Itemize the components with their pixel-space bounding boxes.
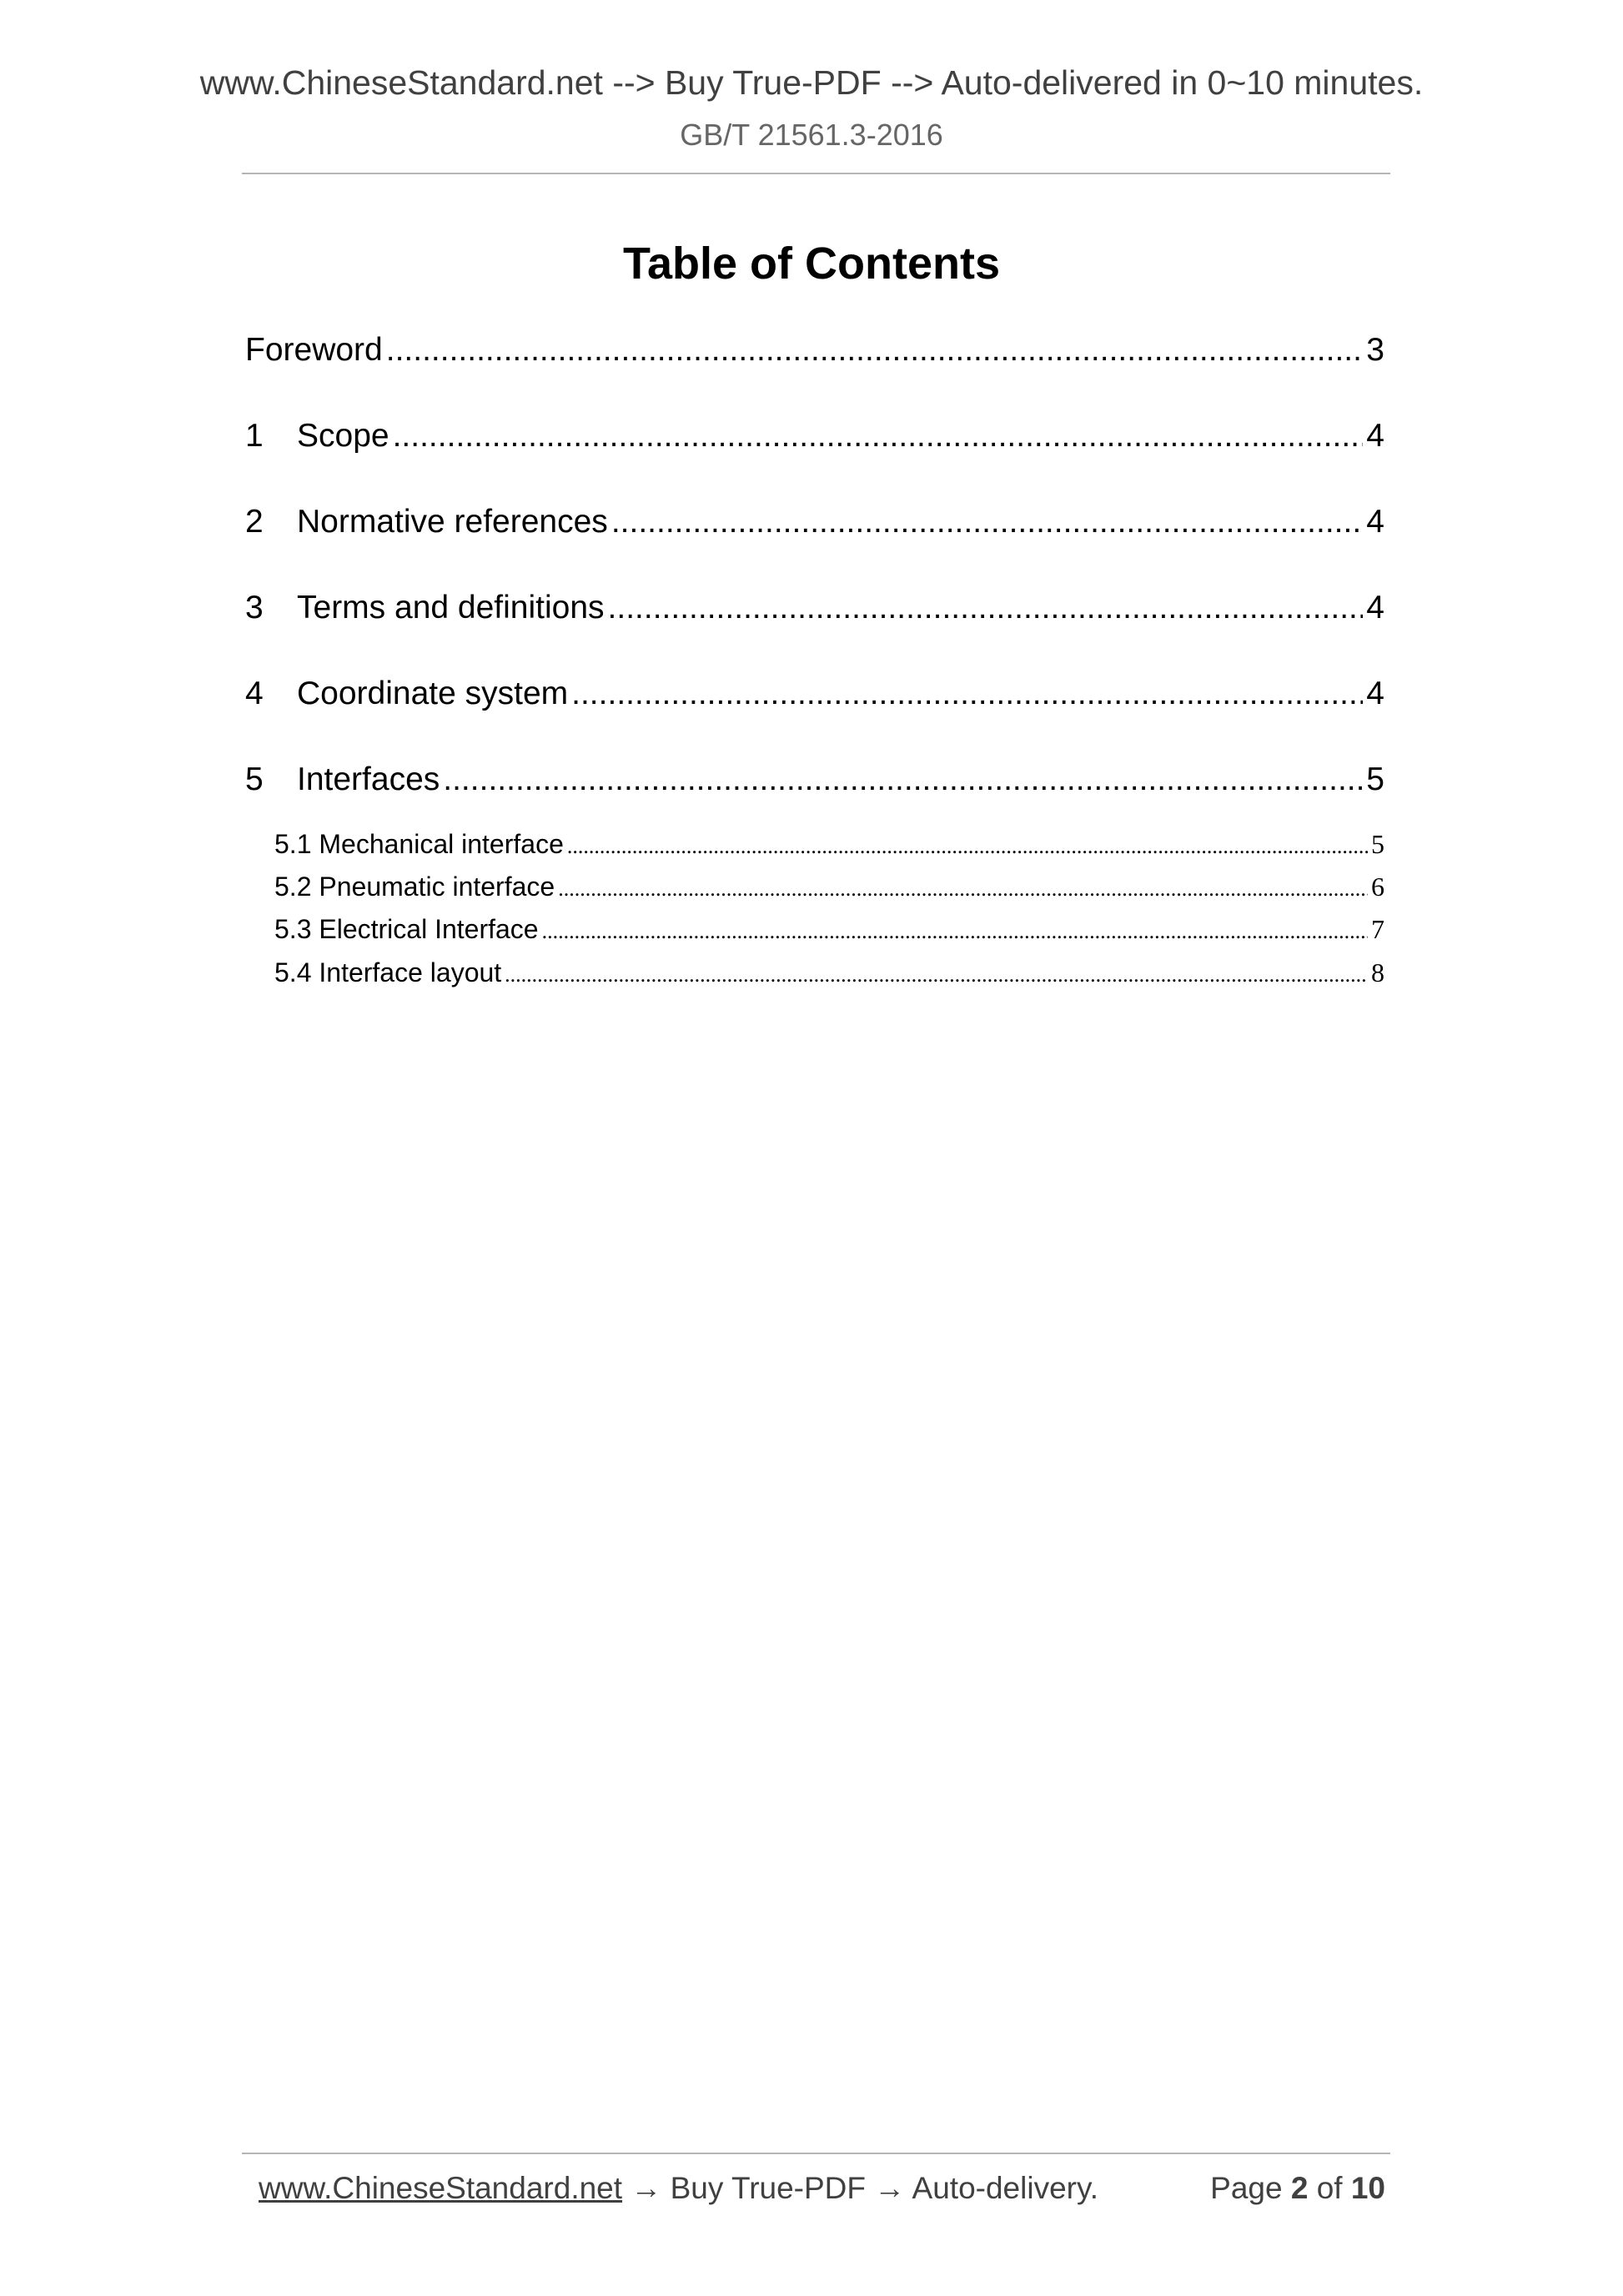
toc-subentry-label: 5.1 Mechanical interface	[274, 829, 564, 859]
arrow-right-icon: →	[631, 2171, 662, 2205]
toc-subentry-page: 6	[1371, 872, 1384, 902]
toc-entry-number: 4	[245, 676, 264, 711]
toc-entry-label: Coordinate system	[297, 676, 569, 711]
page-prefix: Page	[1210, 2171, 1283, 2205]
toc-entry-number: 1	[245, 418, 264, 454]
page-number	[1210, 2171, 1385, 2206]
toc-entry-label: Interfaces	[297, 761, 440, 797]
standard-code: GB/T 21561.3-2016	[680, 118, 943, 152]
toc-subentry-page: 5	[1371, 829, 1384, 859]
toc-dot-leader	[567, 829, 1368, 860]
toc-subentry-label: 5.3 Electrical Interface	[274, 914, 539, 944]
header-banner: www.ChineseStandard.net --> Buy True-PDF --> Auto-delivered in 0~10 minutes.	[199, 63, 1424, 102]
toc-entry-number: 3	[245, 590, 264, 625]
arrow-right-icon: →	[874, 2171, 906, 2205]
toc-entry-number: 5	[245, 761, 264, 797]
toc-dot-leader	[611, 504, 1363, 540]
toc-entry-label: Terms and definitions	[297, 590, 605, 625]
toc-subentry-pneumatic-interface[interactable]	[274, 872, 1384, 902]
toc-subentry-label: 5.4 Interface layout	[274, 957, 502, 987]
toc-entry-page: 4	[1366, 418, 1384, 454]
toc-entry-foreword[interactable]	[245, 332, 1384, 369]
page-current: 2	[1290, 2171, 1309, 2205]
toc-entry-coordinate-system[interactable]	[245, 676, 1384, 712]
footer-divider	[242, 2153, 1390, 2154]
toc-dot-leader	[542, 914, 1368, 945]
footer-site-link[interactable]: www.ChineseStandard.net	[259, 2171, 623, 2205]
footer-delivery-text: Auto-delivery.	[912, 2171, 1099, 2205]
toc-dot-leader	[386, 332, 1364, 369]
toc-entry-interfaces[interactable]	[245, 761, 1384, 798]
toc-entry-label: Normative references	[297, 504, 608, 540]
toc-subentry-label: 5.2 Pneumatic interface	[274, 872, 555, 902]
toc-entry-label: Scope	[297, 418, 389, 454]
toc-entry-page: 5	[1366, 761, 1384, 797]
page-total: 10	[1350, 2171, 1385, 2205]
header-divider	[242, 173, 1390, 174]
toc-subentry-page: 7	[1371, 914, 1384, 944]
toc-entry-number: 2	[245, 504, 264, 540]
toc-title: Table of Contents	[623, 239, 1000, 289]
toc-entry-terms-and-definitions[interactable]	[245, 590, 1384, 626]
footer-promo	[259, 2171, 1098, 2206]
toc-subentry-page: 8	[1371, 957, 1384, 987]
page-of: of	[1316, 2171, 1343, 2205]
footer-buy-text: Buy True-PDF	[670, 2171, 867, 2205]
toc-dot-leader	[393, 418, 1364, 455]
toc-entry-normative-references[interactable]	[245, 504, 1384, 540]
toc-subentry-electrical-interface[interactable]	[274, 914, 1384, 945]
toc-entry-page: 4	[1366, 504, 1384, 540]
toc-entry-page: 3	[1366, 332, 1384, 368]
toc-entry-page: 4	[1366, 676, 1384, 711]
toc-entry-scope[interactable]	[245, 418, 1384, 455]
toc-entry-page: 4	[1366, 590, 1384, 625]
toc-dot-leader	[505, 957, 1368, 988]
toc-entry-label: Foreword	[245, 332, 383, 368]
toc-subentry-interface-layout[interactable]	[274, 957, 1384, 988]
toc-dot-leader	[571, 676, 1363, 712]
toc-subentry-mechanical-interface[interactable]	[274, 829, 1384, 860]
toc-dot-leader	[558, 872, 1368, 902]
toc-dot-leader	[608, 590, 1364, 626]
toc-dot-leader	[443, 761, 1363, 798]
